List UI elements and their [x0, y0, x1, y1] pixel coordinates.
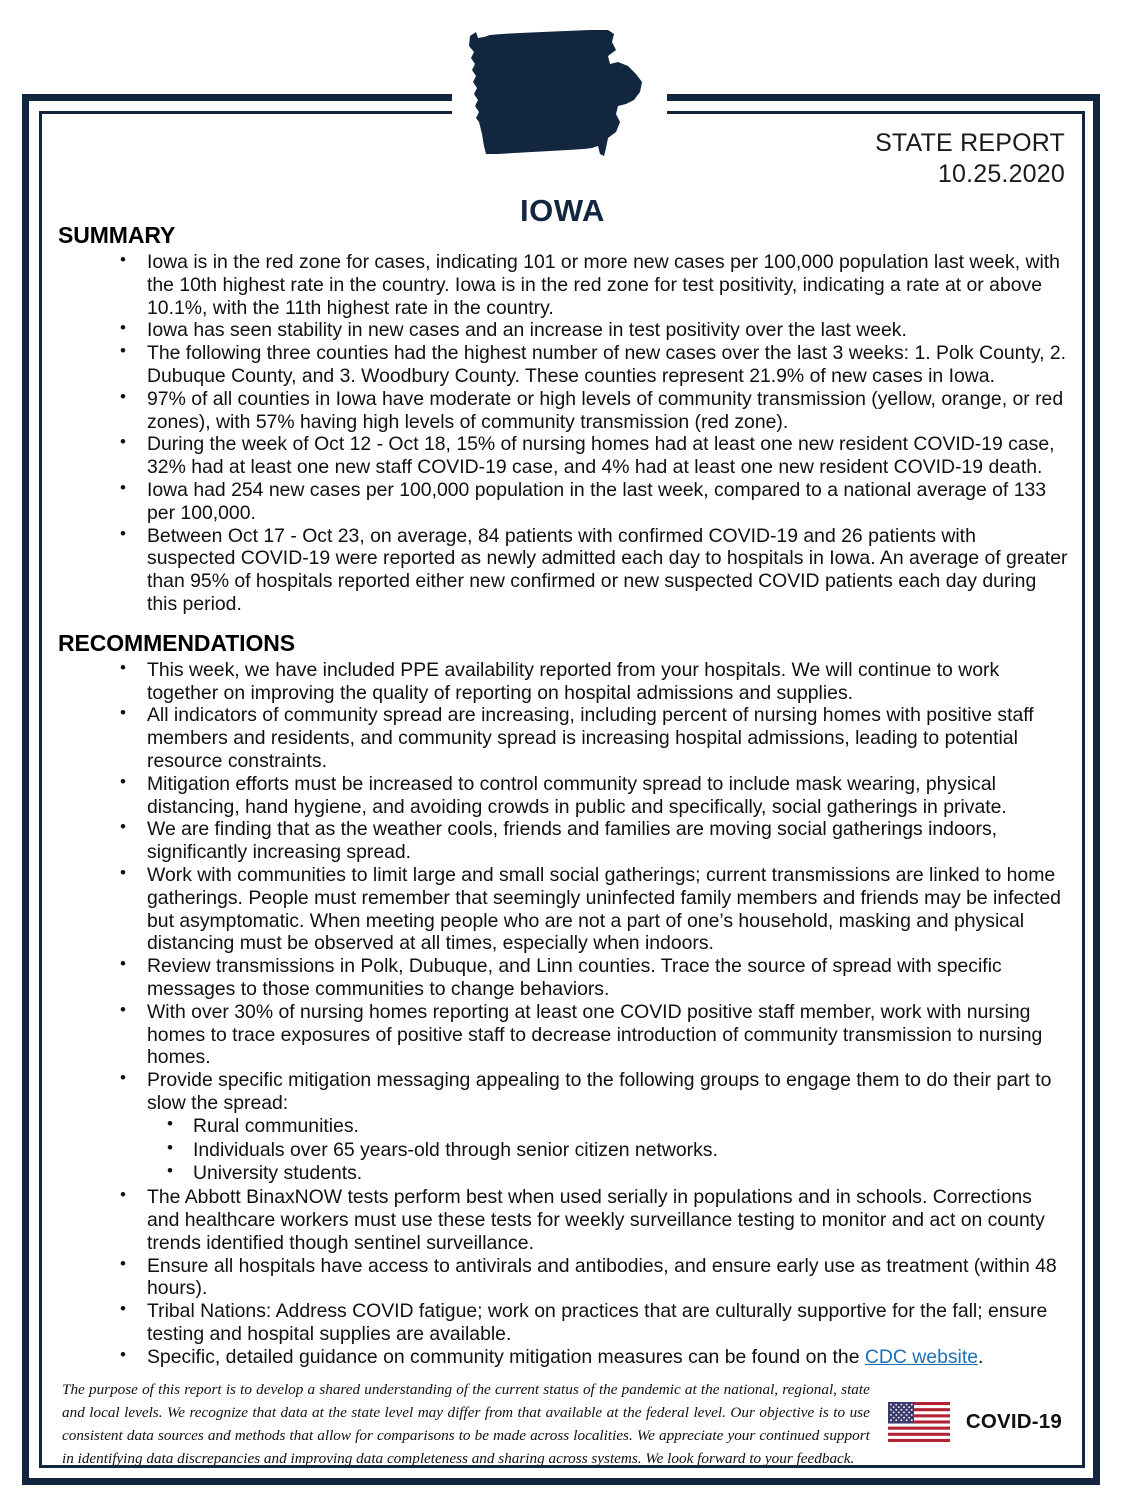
report-content	[58, 222, 1068, 1369]
list-item-text: Provide specific mitigation messaging appealing to the following groups to engage them to do their part to slow the spread:	[147, 1069, 1052, 1114]
list-item: • Tribal Nations: Address COVID fatigue; work on practices that are culturally supportive for the fall; ensure testing and hospital supplies are available.	[58, 1300, 1068, 1346]
list-item: • The Abbott BinaxNOW tests perform best when used serially in populations and in schools. Corrections and healthcare workers must use these tests for weekly surveillance testing to monitor and act on county trends identified though sentinel surveillance.	[58, 1186, 1068, 1254]
list-item: • We are finding that as the weather cools, friends and families are moving social gatherings indoors, significantly increasing spread.	[58, 818, 1068, 864]
recommendations-heading: RECOMMENDATIONS	[58, 629, 296, 656]
list-item: • Iowa is in the red zone for cases, indicating 101 or more new cases per 100,000 population last week, with the 10th highest rate in the country. Iowa is in the red zone for test positivity, indicating a rate at or above 10.1%, with the 11th highest rate in the country.	[58, 251, 1068, 319]
summary-bullet-list	[58, 251, 1068, 616]
list-item: • Work with communities to limit large and small social gatherings; current transmissions are linked to home gatherings. People must remember that seemingly uninfected family members and friends may be infected but asymptomatic. When meeting people who are not a part of one’s household, masking and physical distancing must be observed at all times, especially when indoors.	[58, 864, 1068, 955]
list-item: • The following three counties had the highest number of new cases over the last 3 weeks: 1. Polk County, 2. Dubuque County, and 3. Woodbury County. These counties represent 21.9% of new cases in Iowa.	[58, 342, 1068, 388]
list-item	[58, 1069, 1068, 1186]
final-bullet-prefix: Specific, detailed guidance on community mitigation measures can be found on the	[147, 1345, 865, 1368]
final-bullet-suffix: .	[978, 1345, 984, 1368]
footer-disclaimer: The purpose of this report is to develop a shared understanding of the current status of the pandemic at the national, regional, state and local levels. We recognize that data at the state level may differ from that available at the federal level. Our objective is to use consistent data sources and methods that allow for comparisons to be made across localities. We appreciate your continued support in identifying data discrepancies and improving data completeness and sharing across systems. We look forward to your feedback.	[62, 1381, 870, 1468]
report-kind: STATE REPORT	[875, 129, 1065, 157]
list-item: • During the week of Oct 12 - Oct 18, 15% of nursing homes had at least one new resident COVID-19 case, 32% had at least one new staff COVID-19 case, and 4% had at least one new resident COVID-19 death.	[58, 433, 1068, 479]
sub-list-item: • Rural communities.	[147, 1115, 1068, 1139]
list-item: • Iowa had 254 new cases per 100,000 population in the last week, compared to a national average of 133 per 100,000.	[58, 479, 1068, 525]
recommendations-sub-bullet-list	[147, 1115, 1068, 1187]
list-item	[58, 1346, 1068, 1369]
list-item: • With over 30% of nursing homes reporting at least one COVID positive staff member, work with nursing homes to trace exposures of positive staff to decrease introduction of community transmission to nursing homes.	[58, 1001, 1068, 1069]
list-item: • This week, we have included PPE availability reported from your hospitals. We will continue to work together on improving the quality of reporting on hospital admissions and supplies.	[58, 659, 1068, 705]
cdc-website-link[interactable]: CDC website	[864, 1345, 979, 1368]
list-item: • All indicators of community spread are increasing, including percent of nursing homes with positive staff members and residents, and community spread is increasing hospital admissions, leading to potential resource constraints.	[58, 704, 1068, 772]
report-meta	[875, 128, 1065, 191]
page-title: IOWA	[519, 193, 606, 228]
list-item: • 97% of all counties in Iowa have moderate or high levels of community transmission (yellow, orange, or red zones), with 57% having high levels of community transmission (red zone).	[58, 388, 1068, 434]
list-item: • Review transmissions in Polk, Dubuque, and Linn counties. Trace the source of spread with specific messages to those communities to change behaviors.	[58, 955, 1068, 1001]
sub-list-item: • Individuals over 65 years-old through senior citizen networks.	[147, 1139, 1068, 1163]
list-item: • Iowa has seen stability in new cases and an increase in test positivity over the last week.	[58, 319, 1068, 342]
sub-list-item: • University students.	[147, 1162, 1068, 1186]
footer-badge	[888, 1402, 1062, 1442]
iowa-state-map-icon	[458, 22, 663, 182]
summary-heading: SUMMARY	[58, 222, 176, 248]
recommendations-bullet-list	[58, 659, 1068, 1369]
list-item: • Between Oct 17 - Oct 23, on average, 84 patients with confirmed COVID-19 and 26 patients with suspected COVID-19 were reported as newly admitted each day to hospitals in Iowa. An average of greater than 95% of hospitals reported either new confirmed or new suspected COVID patients each day during this period.	[58, 525, 1068, 616]
us-flag-icon	[888, 1402, 950, 1442]
list-item: • Mitigation efforts must be increased to control community spread to include mask wearing, physical distancing, hand hygiene, and avoiding crowds in public and specifically, social gatherings in private.	[58, 773, 1068, 819]
report-date: 10.25.2020	[937, 160, 1065, 189]
footer	[62, 1378, 1062, 1470]
covid-19-badge-label: COVID-19	[965, 1410, 1062, 1434]
list-item: • Ensure all hospitals have access to antivirals and antibodies, and ensure early use as treatment (within 48 hours).	[58, 1255, 1068, 1301]
